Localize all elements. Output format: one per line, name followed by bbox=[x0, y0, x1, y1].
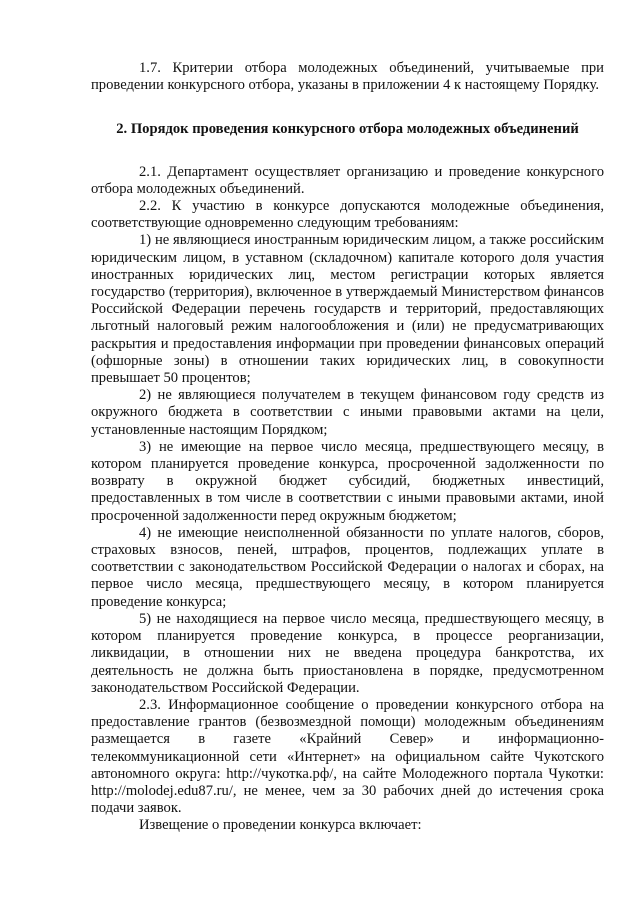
notice-intro: Извещение о проведении конкурса включает: bbox=[139, 817, 422, 834]
requirement-1: 1) не являющиеся иностранным юридическим лицом, а также российским юридическим лицом, в уставном (складочном) капитале которого доля участия иностранных юридических лиц, местом регистрации которых является государство (территория), включенное в утверждаемый Министерством финансов Российской Федерации перечень государств и территорий, предоставляющих льготный налоговый режим налогообложения и (или) не предусматривающих раскрытия и предоставления информации при проведении финансовых операций (офшорные зоны) в отношении таких юридических лиц, в совокупности превышает 50 процентов; bbox=[91, 232, 604, 387]
paragraph-2-2: 2.2. К участию в конкурсе допускаются молодежные объединения, соответствующие одновременно следующим требованиям: bbox=[91, 198, 604, 232]
paragraph-2-1: 2.1. Департамент осуществляет организацию и проведение конкурсного отбора молодежных объединений. bbox=[91, 163, 604, 197]
paragraph-1-7: 1.7. Критерии отбора молодежных объединений, учитываемые при проведении конкурсного отбора, указаны в приложении 4 к настоящему Порядку. bbox=[91, 60, 604, 94]
section-2-heading: 2. Порядок проведения конкурсного отбора молодежных объединений bbox=[116, 121, 579, 138]
requirement-5: 5) не находящиеся на первое число месяца, предшествующего месяцу, в котором планируется проведение конкурса, в процессе реорганизации, ликвидации, в отношении них не введена процедура банкротства, их деятельность не должна быть приостановлена в порядке, предусмотренном законодательством Российской Федерации. bbox=[91, 610, 604, 696]
requirement-4: 4) не имеющие неисполненной обязанности по уплате налогов, сборов, страховых взносов, пеней, штрафов, процентов, подлежащих уплате в соответствии с законодательством Российской Федерации о налогах и сборах, на первое число месяца, предшествующего месяцу, в котором планируется проведение конкурса; bbox=[91, 524, 604, 610]
requirement-3: 3) не имеющие на первое число месяца, предшествующего месяцу, в котором планируется проведение конкурса, просроченной задолженности по возврату в окружной бюджет субсидий, бюджетных инвестиций, предоставленных в том числе в соответствии с иными правовыми актами, иной просроченной задолженности перед окружным бюджетом; bbox=[91, 438, 604, 524]
paragraph-2-3: 2.3. Информационное сообщение о проведении конкурсного отбора на предоставление грантов (безвозмездной помощи) молодежным объединениям размещается в газете «Крайний Север» и информационно-телекоммуникационной сети «Интернет» на официальном сайте Чукотского автономного округа: http://чукотка.рф/, на сайте Молодежного портала Чукотки: http://molodej.edu87.ru/, не менее, чем за 30 рабочих дней до истечения срока подачи заявок. bbox=[91, 696, 604, 817]
requirement-2: 2) не являющиеся получателем в текущем финансовом году средств из окружного бюджета в соответствии с иными правовыми актами на цели, установленные настоящим Порядком; bbox=[91, 387, 604, 438]
